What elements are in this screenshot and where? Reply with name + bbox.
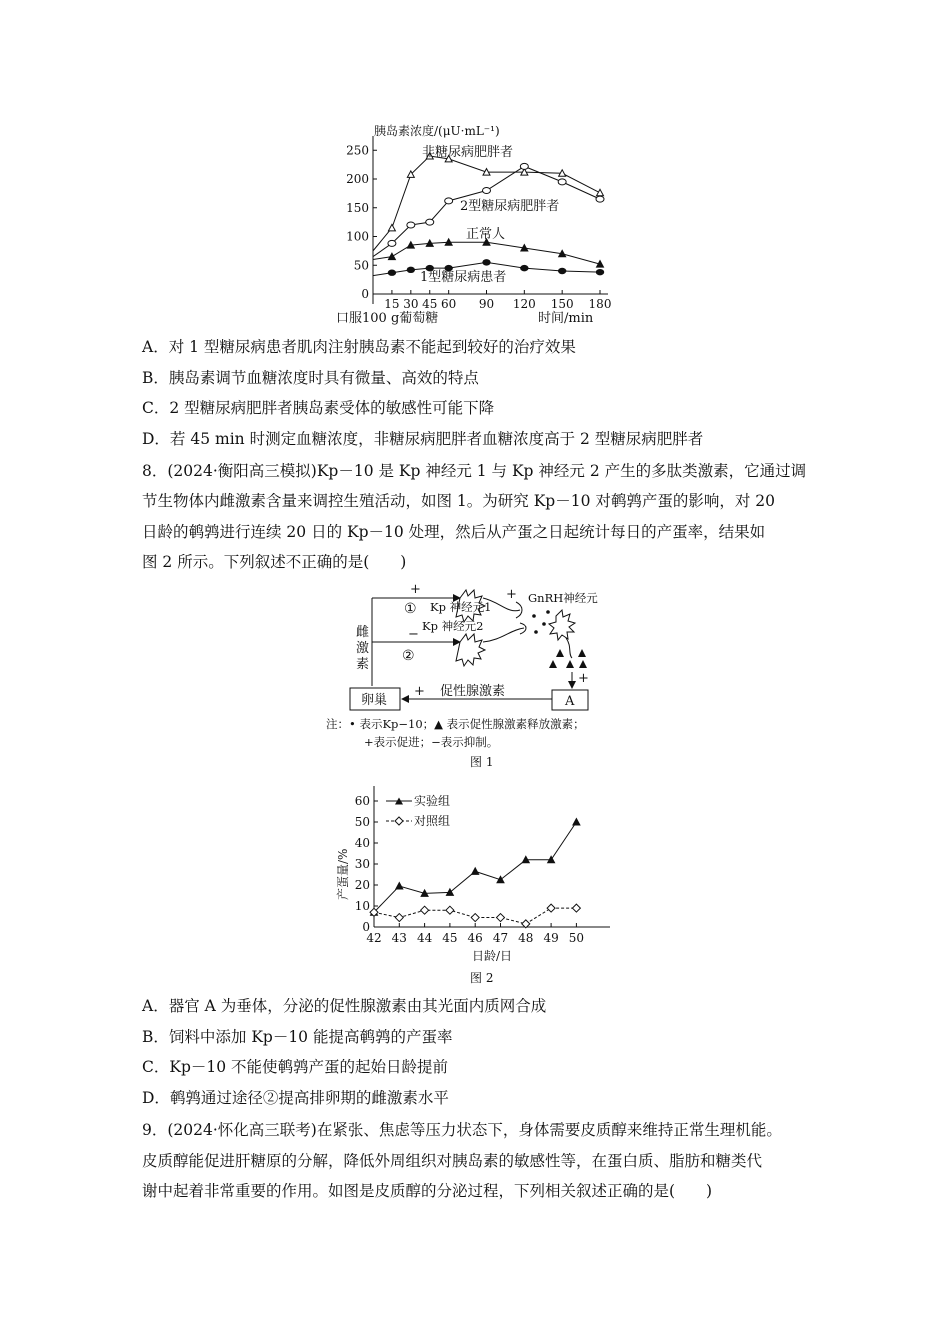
chart1-x-tick-label: 30 bbox=[403, 297, 419, 311]
chart2-x-tick-label: 44 bbox=[416, 931, 433, 945]
chart2-y-tick-label: 60 bbox=[354, 794, 370, 808]
chart1-x-tick-label: 120 bbox=[512, 297, 536, 311]
kp10-dot bbox=[534, 630, 538, 634]
chart2-data-point bbox=[547, 904, 555, 912]
estrogen-label-char-3: 素 bbox=[356, 657, 370, 672]
chart1-y-tick-label: 50 bbox=[353, 258, 369, 273]
chart1-series-label: 2型糖尿病肥胖者 bbox=[460, 199, 560, 214]
gnrh-triangle bbox=[566, 660, 574, 668]
chart2-y-tick-label: 0 bbox=[362, 920, 370, 934]
q9-stem-line-2: 皮质醇能促进肝糖原的分解，降低外周组织对胰岛素的敏感性等，在蛋白质、脂肪和糖类代 bbox=[142, 1152, 763, 1170]
chart1-data-point bbox=[597, 189, 604, 196]
q8-option-d: D．鹌鹑通过途径②提高排卵期的雌激素水平 bbox=[142, 1089, 449, 1107]
chart1-x-tick-label: 60 bbox=[441, 297, 457, 311]
kp-neuron-2-axon bbox=[483, 628, 524, 642]
path1-plus-sign: + bbox=[410, 582, 421, 597]
chart1-data-point bbox=[445, 198, 453, 204]
chart1-y-tick-label: 150 bbox=[346, 200, 369, 215]
chart2-data-point bbox=[446, 906, 454, 914]
chart1-data-point bbox=[407, 267, 415, 273]
chart1-x-origin-label: 口服100 g葡萄糖 bbox=[336, 311, 439, 326]
figure-2-caption: 图 2 bbox=[470, 971, 494, 985]
kp10-dot bbox=[532, 614, 536, 618]
chart1-data-point bbox=[558, 268, 566, 274]
q8-stem-line-4: 图 2 所示。下列叙述不正确的是( ) bbox=[142, 553, 407, 571]
chart2-data-point bbox=[471, 914, 479, 922]
path1-label: ① bbox=[404, 601, 417, 617]
path2-minus-sign: − bbox=[408, 627, 419, 642]
organ-a-label: A bbox=[565, 694, 575, 709]
chart1-y-title: 胰岛素浓度/(μU·mL⁻¹) bbox=[374, 124, 500, 138]
chart2-x-tick-label: 43 bbox=[391, 931, 407, 945]
chart2-data-point bbox=[573, 819, 580, 826]
q8-option-c: C．Kp－10 不能使鹌鹑产蛋的起始日龄提前 bbox=[142, 1058, 449, 1076]
chart1-data-point bbox=[483, 188, 491, 194]
chart2-data-point bbox=[421, 906, 429, 914]
ovary-label: 卵巢 bbox=[361, 693, 388, 708]
chart1-x-tick-label: 45 bbox=[422, 297, 438, 311]
chart1-x-title: 时间/min bbox=[538, 311, 594, 326]
chart1-data-point bbox=[388, 253, 395, 260]
q8-stem-line-3: 日龄的鹌鹑进行连续 20 日的 Kp－10 处理，然后从产蛋之日起统计每日的产蛋率，结果如 bbox=[142, 523, 766, 541]
chart2-data-point bbox=[572, 904, 580, 912]
chart2-x-tick-label: 49 bbox=[543, 931, 559, 945]
chart2-x-title: 日龄/日 bbox=[472, 949, 513, 963]
fsh-label: 促性腺激素 bbox=[440, 684, 506, 699]
gnrh-triangle bbox=[579, 660, 587, 668]
figure-1-note-line-1: 注：• 表示Kp−10；▲ 表示促性腺激素释放激素； bbox=[326, 717, 585, 731]
kp-neuron-2-label: Kp 神经元2 bbox=[422, 619, 484, 633]
egg-rate-chart bbox=[330, 782, 620, 994]
kp1-plus-sign: + bbox=[506, 587, 517, 602]
chart2-x-tick-label: 45 bbox=[442, 931, 458, 945]
chart1-x-tick-label: 90 bbox=[478, 297, 495, 311]
q7-option-c: C．2 型糖尿病肥胖者胰岛素受体的敏感性可能下降 bbox=[142, 399, 495, 417]
chart2-y-title bbox=[335, 849, 350, 900]
chart1-data-point bbox=[388, 270, 396, 276]
q9-stem-line-3: 谢中起着非常重要的作用。如图是皮质醇的分泌过程，下列相关叙述正确的是( ) bbox=[142, 1182, 713, 1200]
q7-option-d: D．若 45 min 时测定血糖浓度，非糖尿病肥胖者血糖浓度高于 2 型糖尿病肥胖者 bbox=[142, 430, 704, 448]
chart2-data-point bbox=[396, 883, 403, 890]
legend-control-marker bbox=[395, 817, 403, 825]
chart2-x-tick-label: 42 bbox=[366, 931, 382, 945]
legend-control-label: 对照组 bbox=[414, 814, 451, 828]
chart1-data-point bbox=[388, 240, 396, 246]
chart2-y-tick-label: 50 bbox=[354, 815, 370, 829]
q8-stem-line-2: 节生物体内雌激素含量来调控生殖活动，如图 1。为研究 Kp－10 对鹌鹑产蛋的影响，对 20 bbox=[142, 492, 776, 510]
gnrh-triangle bbox=[578, 649, 586, 657]
q8-option-a: A．器官 A 为垂体，分泌的促性腺激素由其光面内质网合成 bbox=[142, 997, 547, 1015]
chart1-x-tick-label: 150 bbox=[550, 297, 574, 311]
chart1-data-point bbox=[520, 163, 528, 169]
figure-1-caption: 图 1 bbox=[470, 755, 494, 769]
estrogen-label-char-2: 激 bbox=[356, 641, 370, 656]
chart1-data-point bbox=[426, 219, 434, 225]
chart1-data-point bbox=[388, 224, 395, 231]
estrogen-label-char-1: 雌 bbox=[356, 625, 370, 640]
chart2-y-tick-label: 40 bbox=[354, 836, 370, 850]
kp-neuron-2-body bbox=[456, 634, 485, 666]
figure-1-note-line-2: +表示促进；−表示抑制。 bbox=[364, 735, 499, 749]
q8-stem-line-1: 8．(2024·衡阳高三模拟)Kp－10 是 Kp 神经元 1 与 Kp 神经元 2 产生的多肽类激素，它通过调 bbox=[142, 462, 807, 480]
chart1-x-tick-label: 180 bbox=[588, 297, 612, 311]
chart1-data-point bbox=[596, 196, 604, 202]
chart1-data-point bbox=[558, 179, 566, 185]
chart1-series-label: 1型糖尿病患者 bbox=[420, 270, 507, 285]
chart1-data-point bbox=[407, 222, 415, 228]
gnrh-plus-sign: + bbox=[578, 671, 589, 686]
chart1-x-tick-label: 15 bbox=[384, 297, 400, 311]
gnrh-neuron-label: GnRH神经元 bbox=[528, 591, 598, 605]
chart2-data-point bbox=[497, 914, 505, 922]
chart2-y-tick-label: 10 bbox=[354, 899, 370, 913]
path2-label: ② bbox=[402, 648, 415, 664]
chart1-series-label: 非糖尿病肥胖者 bbox=[422, 145, 514, 160]
gnrh-triangle bbox=[556, 649, 564, 657]
chart2-y-tick-label: 30 bbox=[354, 857, 370, 871]
chart2-y-title-text: 产蛋量/% bbox=[336, 848, 350, 900]
q7-option-b: B．胰岛素调节血糖浓度时具有微量、高效的特点 bbox=[142, 369, 479, 387]
estrogen-label bbox=[356, 624, 369, 672]
q8-option-b: B．饲料中添加 Kp－10 能提高鹌鹑的产蛋率 bbox=[142, 1028, 453, 1046]
chart1-series-label: 正常人 bbox=[466, 227, 506, 242]
chart1-y-tick-label: 250 bbox=[346, 143, 369, 158]
chart2-legend bbox=[386, 794, 450, 828]
chart1-y-tick-label: 200 bbox=[346, 172, 369, 186]
legend-experimental-label: 实验组 bbox=[414, 794, 451, 808]
chart1-data-point bbox=[482, 259, 490, 265]
chart1-y-tick-label: 0 bbox=[361, 287, 369, 301]
kp10-dot bbox=[546, 610, 550, 614]
gnrh-triangle bbox=[549, 660, 557, 668]
figure-1-diagram bbox=[320, 578, 650, 770]
gnrh-neuron-axon bbox=[566, 638, 572, 658]
fsh-plus-sign: + bbox=[414, 684, 425, 699]
q9-stem-line-1: 9．(2024·怀化高三联考)在紧张、焦虑等压力状态下，身体需要皮质醇来维持正常生理机能。 bbox=[142, 1121, 782, 1139]
chart1-y-tick-label: 100 bbox=[346, 229, 369, 244]
chart2-data-point bbox=[472, 868, 479, 875]
chart2-y-tick-label: 20 bbox=[354, 878, 370, 892]
insulin-chart bbox=[330, 118, 620, 330]
chart1-data-point bbox=[520, 265, 528, 271]
chart2-x-tick-label: 46 bbox=[467, 931, 483, 945]
q7-option-a: A．对 1 型糖尿病患者肌肉注射胰岛素不能起到较好的治疗效果 bbox=[142, 338, 576, 356]
chart2-x-tick-label: 47 bbox=[492, 931, 509, 945]
kp10-dot bbox=[542, 622, 546, 626]
chart2-data-point bbox=[395, 914, 403, 922]
gnrh-neuron-body bbox=[549, 610, 575, 640]
kp-neuron-1-label: Kp 神经元1 bbox=[430, 600, 492, 614]
chart2-x-tick-label: 50 bbox=[568, 931, 585, 945]
chart1-data-point bbox=[596, 269, 604, 275]
chart2-x-tick-label: 48 bbox=[518, 931, 534, 945]
